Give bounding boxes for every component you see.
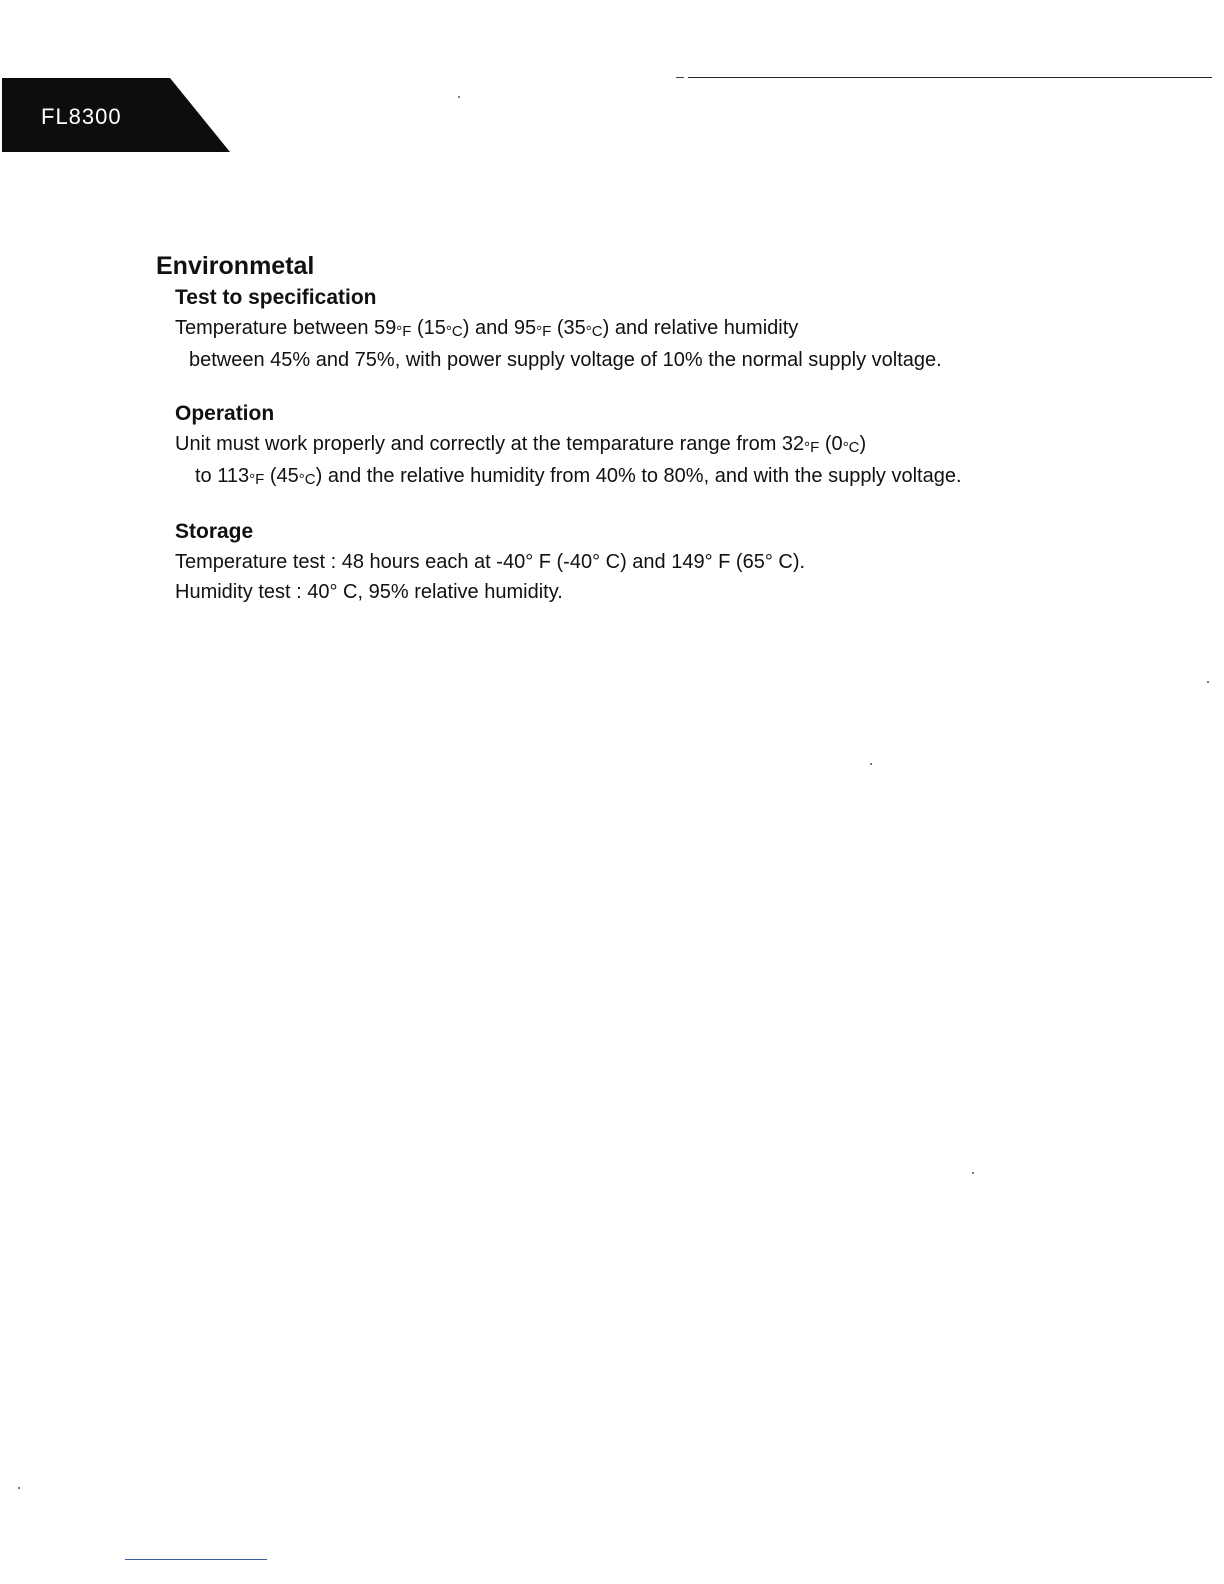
section-storage	[175, 517, 1156, 607]
header-rule	[688, 77, 1212, 78]
section-line-2: Humidity test : 40° C, 95% relative humidity.	[175, 581, 563, 603]
scan-speck	[458, 96, 460, 98]
scan-speck	[870, 763, 872, 765]
section-operation	[175, 399, 1156, 493]
section-line-2: between 45% and 75%, with power supply voltage of 10% the normal supply voltage.	[189, 349, 942, 371]
header-rule-dash	[676, 77, 684, 78]
section-line-1: Unit must work properly and correctly at the temparature range from 32°F (0°C)	[175, 433, 867, 456]
document-body	[156, 249, 1156, 607]
section-title: Storage	[175, 520, 254, 543]
section-title: Operation	[175, 402, 275, 425]
section-title: Test to specification	[175, 286, 377, 309]
footer-rule	[125, 1559, 267, 1560]
section-line-1: Temperature between 59°F (15°C) and 95°F (35°C) and relative humidity	[175, 317, 799, 340]
section-line-1: Temperature test : 48 hours each at -40° F (-40° C) and 149° F (65° C).	[175, 551, 806, 573]
section-line-2: to 113°F (45°C) and the relative humidity from 40% to 80%, and with the supply voltage.	[195, 465, 962, 488]
scan-speck	[1207, 681, 1209, 683]
page-heading: Environmetal	[156, 252, 315, 280]
scan-speck	[18, 1487, 20, 1489]
section-test-spec	[175, 283, 1156, 375]
scan-speck	[972, 1172, 974, 1174]
model-label: FL8300	[41, 104, 122, 129]
